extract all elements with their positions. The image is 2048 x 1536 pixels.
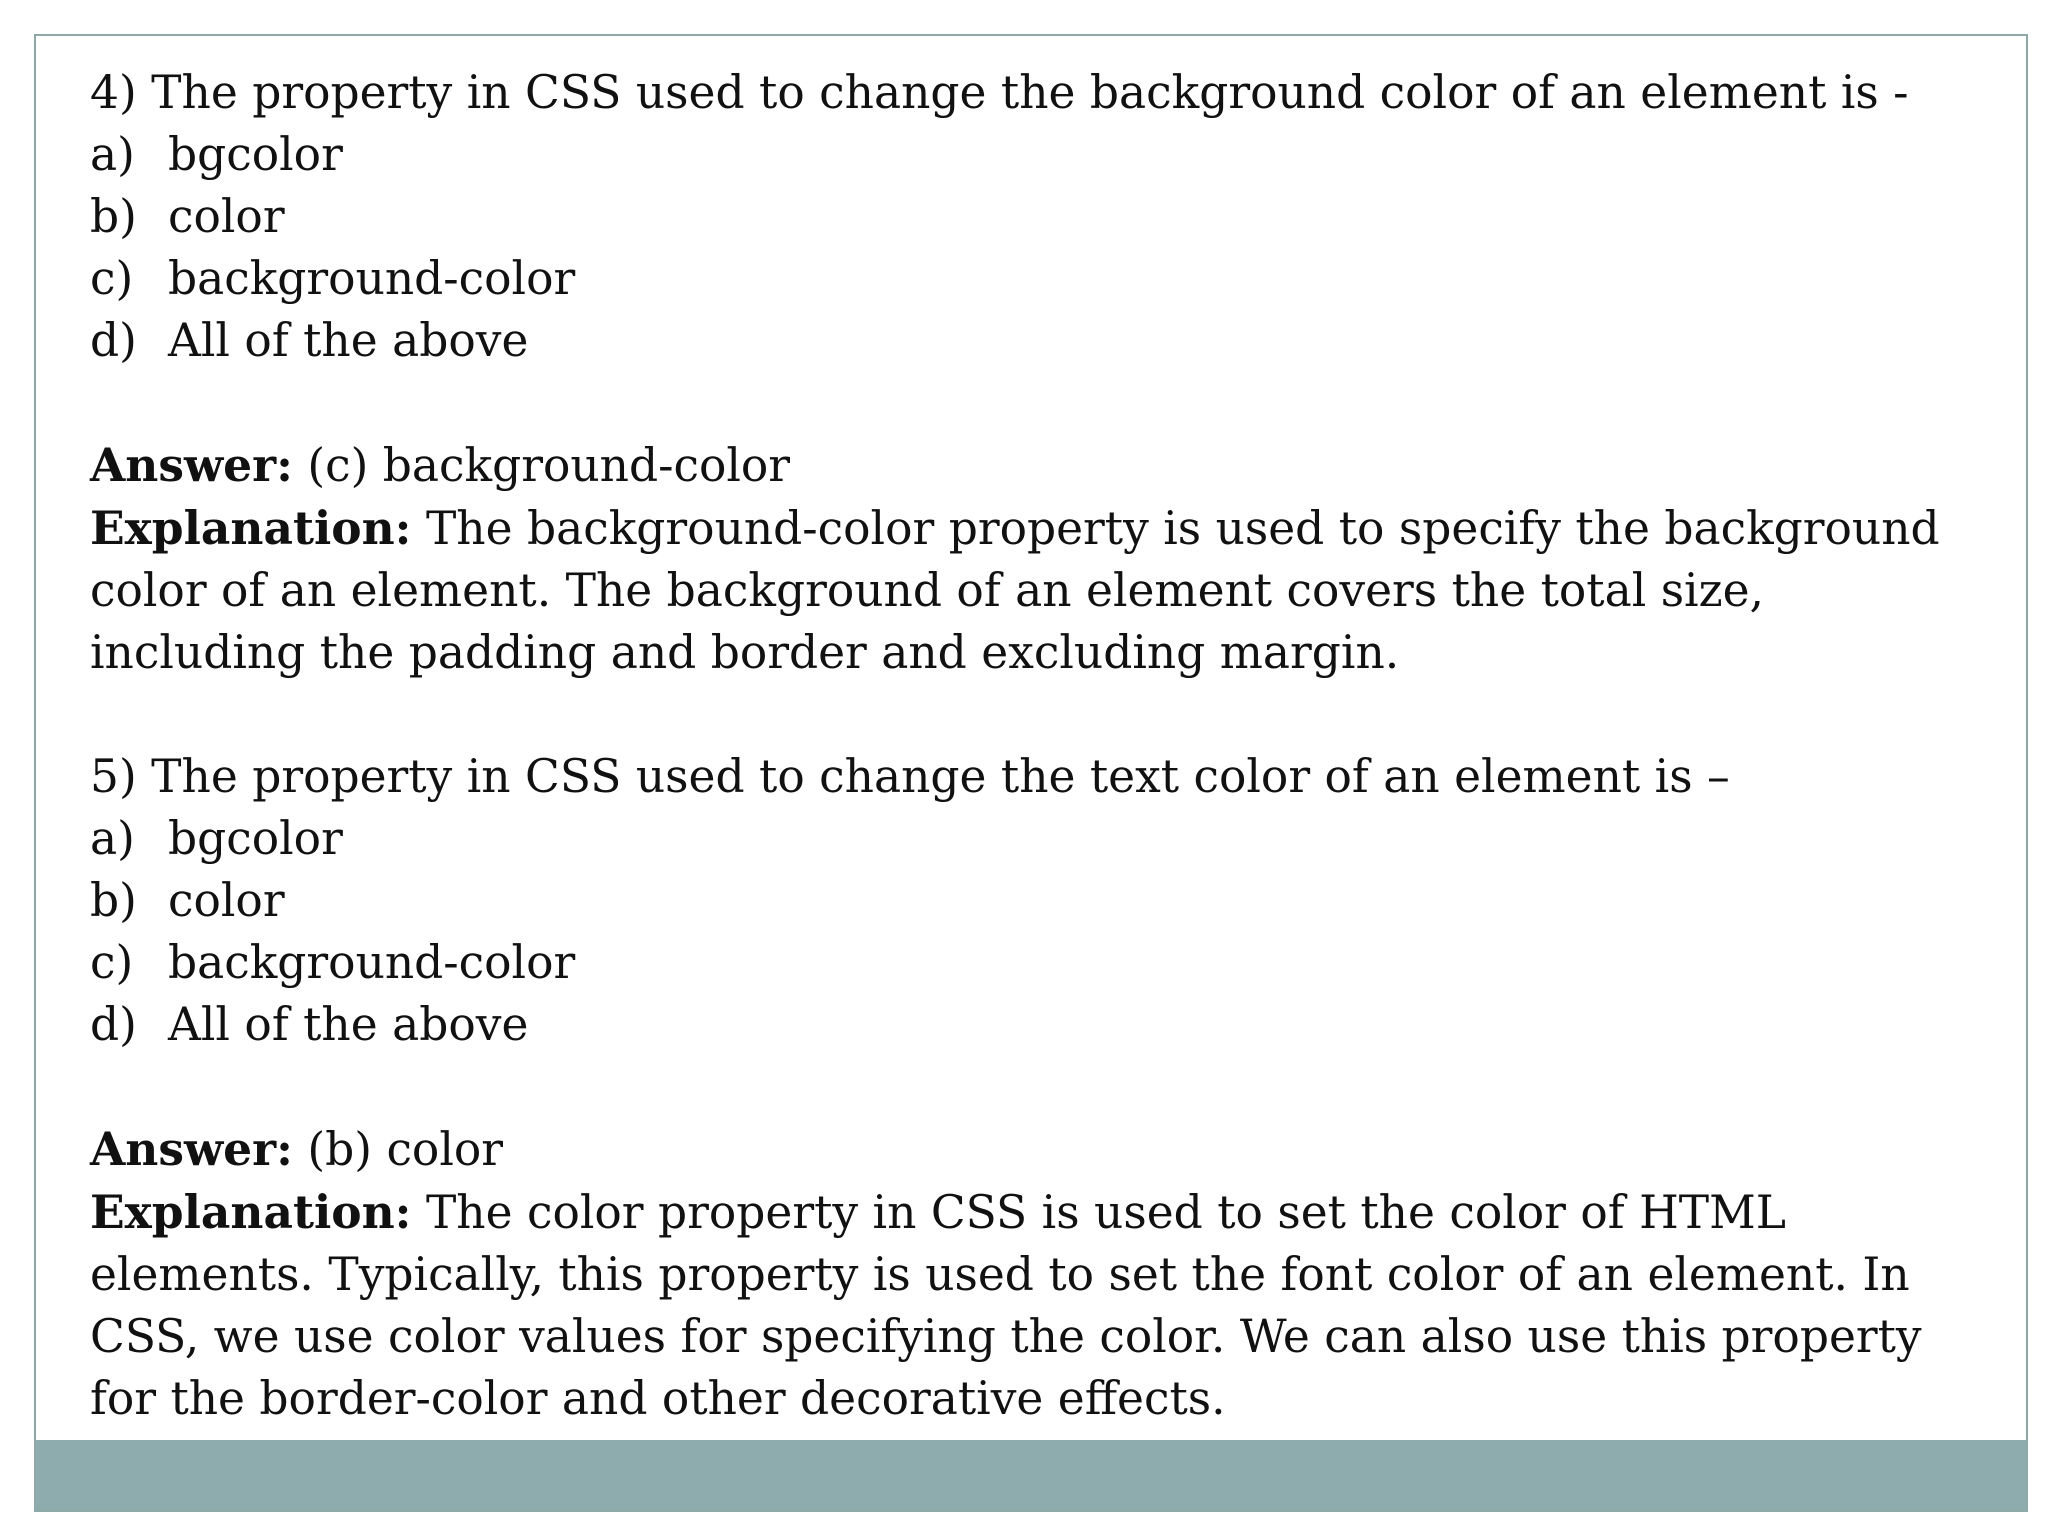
answer-text: (b) color bbox=[292, 1123, 504, 1176]
option-letter: d) bbox=[90, 314, 137, 367]
slide-frame bbox=[34, 34, 2028, 1512]
option-text: background-color bbox=[168, 936, 576, 989]
question-5-option-c bbox=[90, 932, 1970, 994]
spacer bbox=[90, 372, 1970, 434]
question-5-option-a bbox=[90, 808, 1970, 870]
question-5-option-b bbox=[90, 870, 1970, 932]
question-4-option-c bbox=[90, 248, 1970, 310]
spacer bbox=[90, 684, 1970, 746]
question-5-option-d bbox=[90, 994, 1970, 1056]
question-4-option-a bbox=[90, 124, 1970, 186]
option-letter: a) bbox=[90, 128, 135, 181]
answer-label: Answer: bbox=[90, 1122, 293, 1176]
option-text: background-color bbox=[168, 252, 576, 305]
question-4-option-b bbox=[90, 186, 1970, 248]
explanation-label: Explanation: bbox=[90, 501, 412, 555]
question-5-explanation bbox=[90, 1181, 1970, 1430]
option-letter: b) bbox=[90, 874, 137, 927]
question-4-explanation bbox=[90, 497, 1970, 684]
option-text: All of the above bbox=[168, 998, 529, 1051]
option-text: All of the above bbox=[168, 314, 529, 367]
question-4-answer bbox=[90, 434, 1970, 497]
explanation-label: Explanation: bbox=[90, 1185, 412, 1239]
spacer bbox=[90, 1056, 1970, 1118]
option-text: bgcolor bbox=[168, 812, 343, 865]
slide-content bbox=[90, 62, 1970, 1430]
option-text: bgcolor bbox=[168, 128, 343, 181]
option-letter: d) bbox=[90, 998, 137, 1051]
answer-label: Answer: bbox=[90, 438, 293, 492]
option-text: color bbox=[168, 874, 285, 927]
option-letter: b) bbox=[90, 190, 137, 243]
question-4-option-d bbox=[90, 310, 1970, 372]
option-text: color bbox=[168, 190, 285, 243]
option-letter: c) bbox=[90, 936, 134, 989]
explanation-text: The color property in CSS is used to set the color of HTML elements. Typically, this property is used to set the font color of an element. In CSS, we use color values for specifying the color. We can also use this property for the border-color and other decorative effects. bbox=[90, 1186, 1922, 1425]
footer-bar bbox=[36, 1440, 2026, 1510]
option-letter: c) bbox=[90, 252, 134, 305]
question-5-text: 5) The property in CSS used to change the text color of an element is – bbox=[90, 750, 1730, 803]
explanation-text: The background-color property is used to specify the background color of an element. The background of an element covers the total size, including the padding and border and excluding margin. bbox=[90, 502, 1940, 679]
question-5-answer bbox=[90, 1118, 1970, 1181]
answer-text: (c) background-color bbox=[292, 439, 791, 492]
question-4-text: 4) The property in CSS used to change the background color of an element is - bbox=[90, 66, 1909, 119]
option-letter: a) bbox=[90, 812, 135, 865]
